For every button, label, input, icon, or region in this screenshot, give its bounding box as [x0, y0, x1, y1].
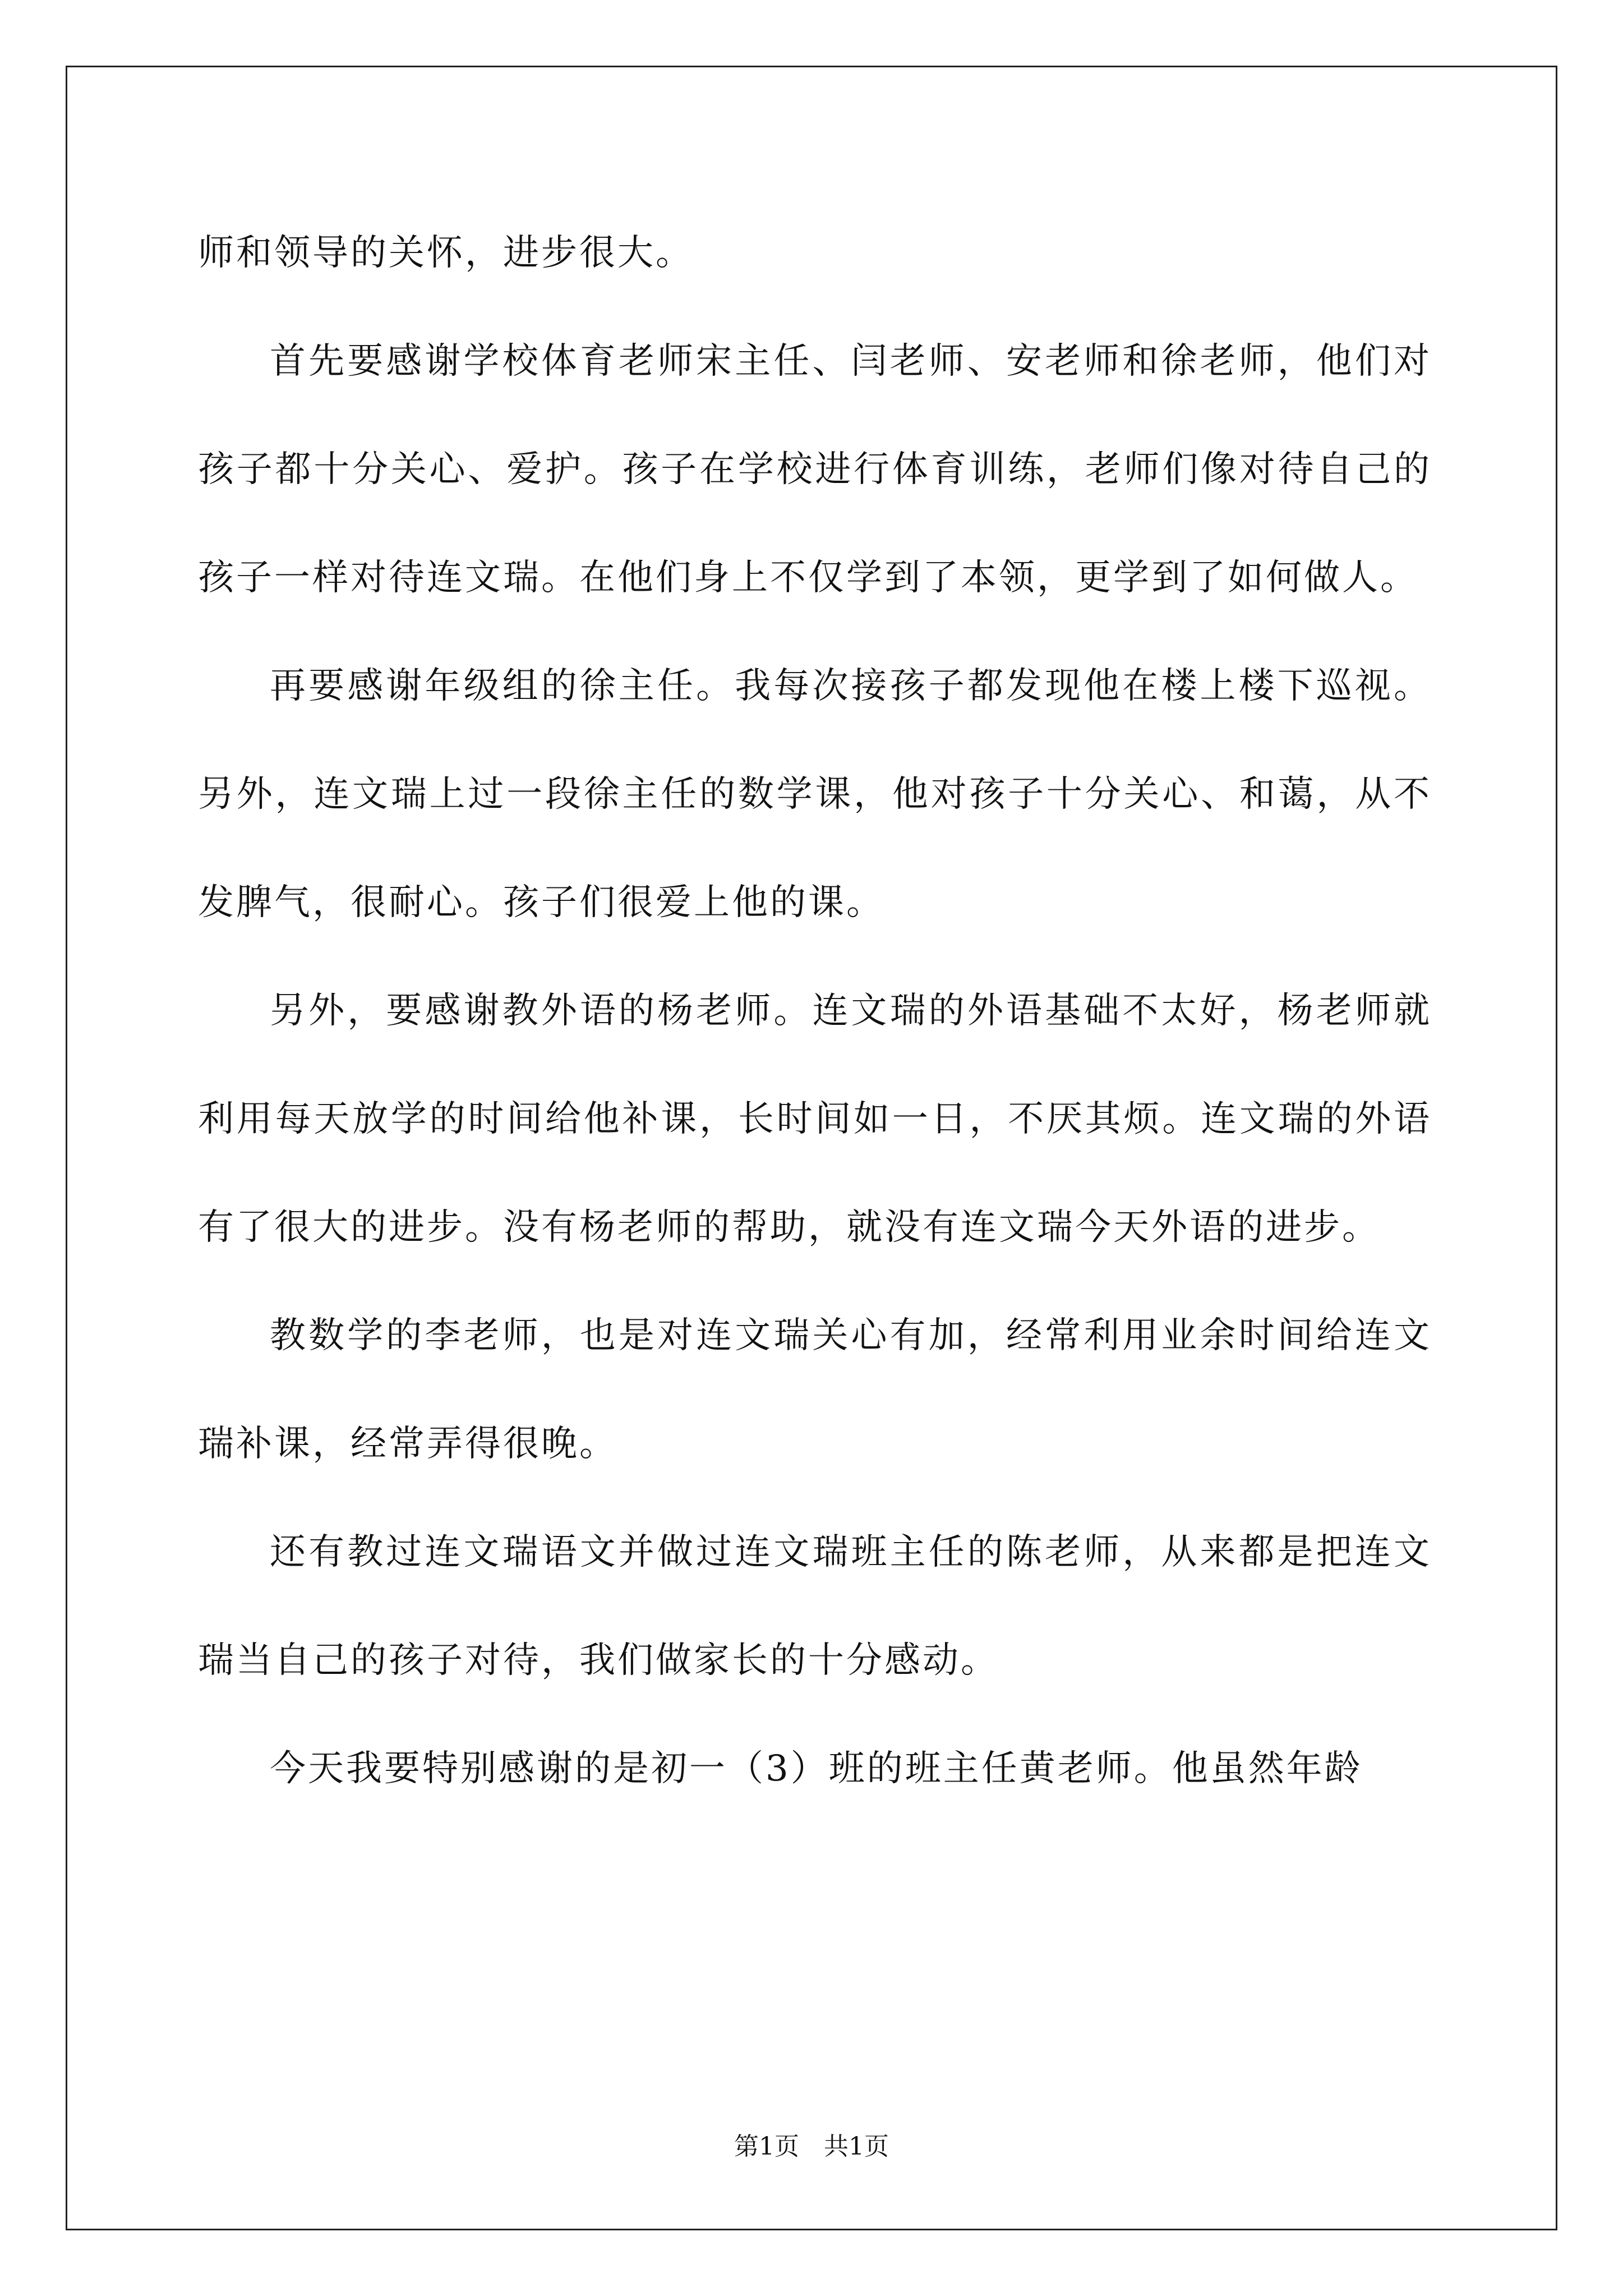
paragraph: 再要感谢年级组的徐主任。我每次接孩子都发现他在楼上楼下巡视。另外，连文瑞上过一段徐主任的数学课，他对孩子十分关心、和蔼，从不发脾气，很耐心。孩子们很爱上他的课。 [198, 665, 1432, 923]
page-number: 第1页 [734, 2132, 799, 2161]
document-body [198, 199, 1432, 1823]
paragraph: 教数学的李老师，也是对连文瑞关心有加，经常利用业余时间给连文瑞补课，经常弄得很晚。 [198, 1315, 1432, 1465]
page-total: 共1页 [824, 2132, 889, 2161]
paragraph: 今天我要特别感谢的是初一（3）班的班主任黄老师。他虽然年龄 [270, 1748, 1363, 1789]
paragraph: 还有教过连文瑞语文并做过连文瑞班主任的陈老师，从来都是把连文瑞当自己的孩子对待，我们做家长的十分感动。 [198, 1531, 1432, 1681]
paragraph: 师和领导的关怀，进步很大。 [198, 232, 694, 274]
paragraph: 另外，要感谢教外语的杨老师。连文瑞的外语基础不太好，杨老师就利用每天放学的时间给他补课，长时间如一日，不厌其烦。连文瑞的外语有了很大的进步。没有杨老师的帮助，就没有连文瑞今天外语的进步。 [198, 990, 1432, 1248]
paragraph: 首先要感谢学校体育老师宋主任、闫老师、安老师和徐老师，他们对孩子都十分关心、爱护。孩子在学校进行体育训练，老师们像对待自己的孩子一样对待连文瑞。在他们身上不仅学到了本领，更学到了如何做人。 [198, 341, 1432, 599]
page-footer [0, 2126, 1623, 2162]
